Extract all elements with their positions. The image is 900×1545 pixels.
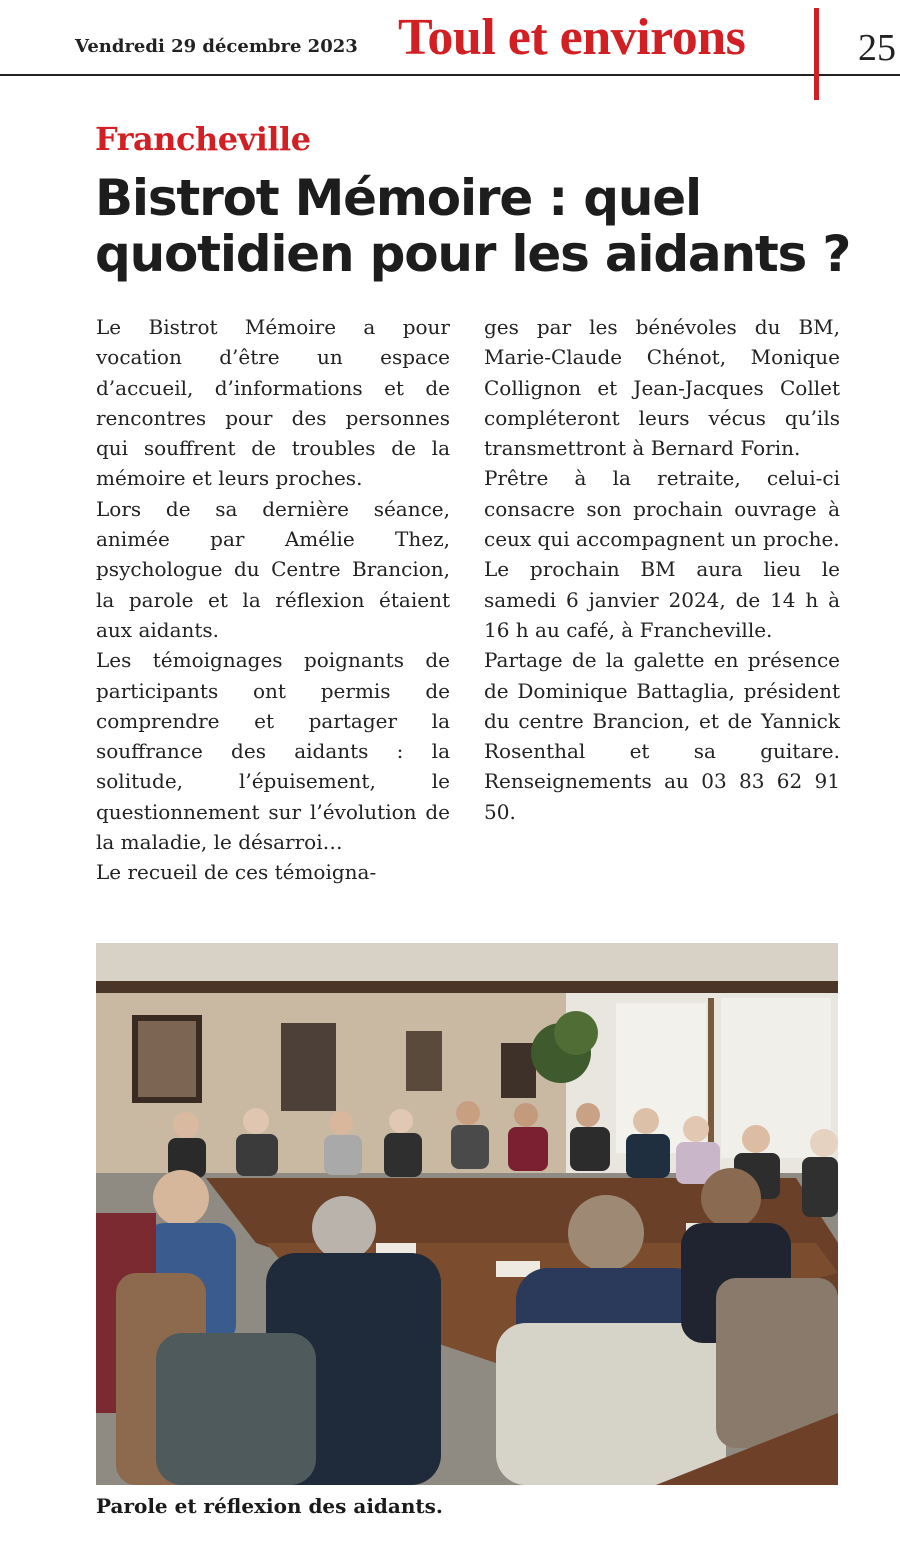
photo-illustration <box>96 943 838 1485</box>
article-kicker: Francheville <box>95 120 311 158</box>
article-column-left <box>96 312 450 888</box>
headline-line-2: quotidien pour les aidants ? <box>95 225 851 283</box>
plant <box>554 1011 598 1055</box>
paragraph: Prêtre à la retraite, celui-ci consacre son prochain ouvrage à ceux qui accompagnent un proche. <box>484 466 840 552</box>
ceiling-beam <box>96 981 838 993</box>
painting <box>406 1031 442 1091</box>
painting <box>281 1023 336 1111</box>
headline-line-1: Bistrot Mémoire : quel <box>95 169 701 227</box>
issue-date: Vendredi 29 décembre 2023 <box>75 36 358 57</box>
paragraph: ges par les bénévoles du BM, Marie-Claude Chénot, Monique Collignon et Jean-Jacques Collet compléteront leurs vécus qu’ils transmettront à Bernard Forin. <box>484 315 840 461</box>
paragraph: Le prochain BM aura lieu le samedi 6 janvier 2024, de 14 h à 16 h au café, à Francheville. <box>484 557 840 642</box>
article-headline <box>95 170 855 282</box>
painting <box>138 1021 196 1097</box>
page-header <box>0 0 900 100</box>
header-rule <box>0 74 900 76</box>
paragraph: Le Bistrot Mémoire a pour vocation d’être un espace d’accueil, d’informations et de rencontres pour des personnes qui souffrent de troubles de la mémoire et leurs proches. <box>96 315 450 491</box>
paragraph: Partage de la galette en présence de Dominique Battaglia, président du centre Brancion, et de Yannick Rosenthal et sa guitare. Renseignements au 03 83 62 91 50. <box>484 648 840 824</box>
article-photo <box>96 943 838 1485</box>
painting <box>501 1043 536 1098</box>
article-column-right <box>484 312 840 827</box>
paragraph: Les témoignages poignants de participants ont permis de comprendre et partager la souffrance des aidants : la solitude, l’épuisement, le questionnement sur l’évolution de la maladie, le désarroi… <box>96 648 450 855</box>
photo-caption: Parole et réflexion des aidants. <box>96 1494 443 1518</box>
section-title: Toul et environs <box>398 9 746 66</box>
paragraph: Le recueil de ces témoigna- <box>96 860 377 885</box>
header-red-bar <box>814 8 819 100</box>
paragraph: Lors de sa dernière séance, animée par Amélie Thez, psychologue du Centre Brancion, la parole et la réflexion étaient aux aidants. <box>96 496 450 642</box>
page-number: 25 <box>858 27 896 69</box>
